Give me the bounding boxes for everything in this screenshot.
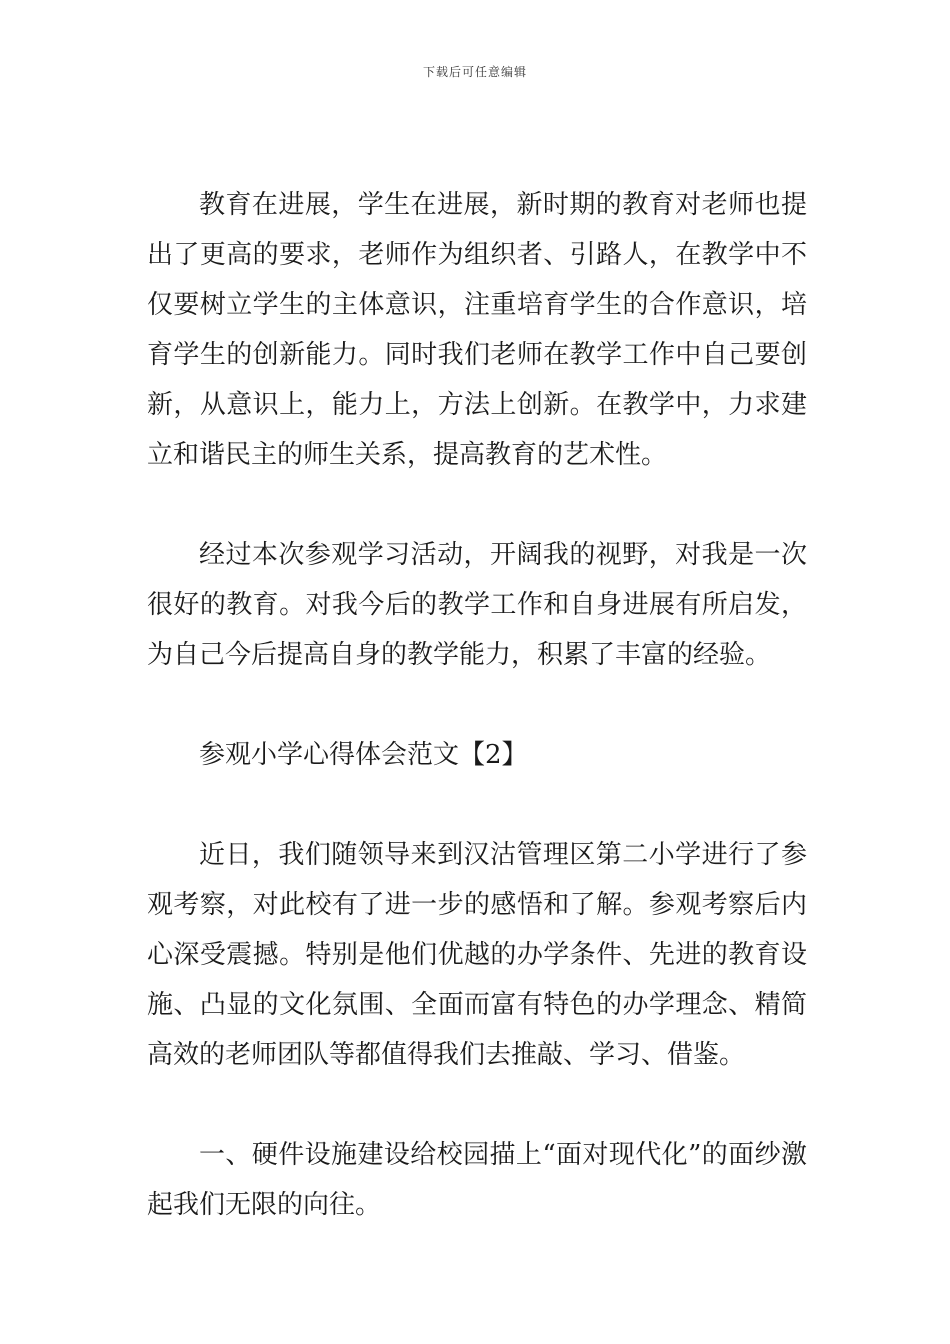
paragraph-visit-reflection: 经过本次参观学习活动，开阔我的视野，对我是一次很好的教育。对我今后的教学工作和自身进展有所启发，为自己今后提高自身的教学能力，积累了丰富的经验。 bbox=[147, 540, 807, 670]
section-heading: 参观小学心得体会范文【2】 bbox=[199, 740, 528, 770]
paragraph-hardware-facilities: 一、硬件设施建设给校园描上“面对现代化”的面纱激起我们无限的向往。 bbox=[147, 1140, 807, 1220]
document-body bbox=[147, 180, 807, 1280]
paragraph-education-progress: 教育在进展，学生在进展，新时期的教育对老师也提出了更高的要求，老师作为组织者、引路人，在教学中不仅要树立学生的主体意识，注重培育学生的合作意识，培育学生的创新能力。同时我们老师在教学工作中自己要创新，从意识上，能力上，方法上创新。在教学中，力求建立和谐民主的师生关系，提高教育的艺术性。 bbox=[147, 190, 807, 470]
page-header: 下载后可任意编辑 bbox=[422, 65, 527, 79]
paragraph-school-visit: 近日，我们随领导来到汉沽管理区第二小学进行了参观考察，对此校有了进一步的感悟和了解。参观考察后内心深受震撼。特别是他们优越的办学条件、先进的教育设施、凸显的文化氛围、全面而富有特色的办学理念、精简高效的老师团队等都值得我们去推敲、学习、借鉴。 bbox=[147, 840, 807, 1070]
